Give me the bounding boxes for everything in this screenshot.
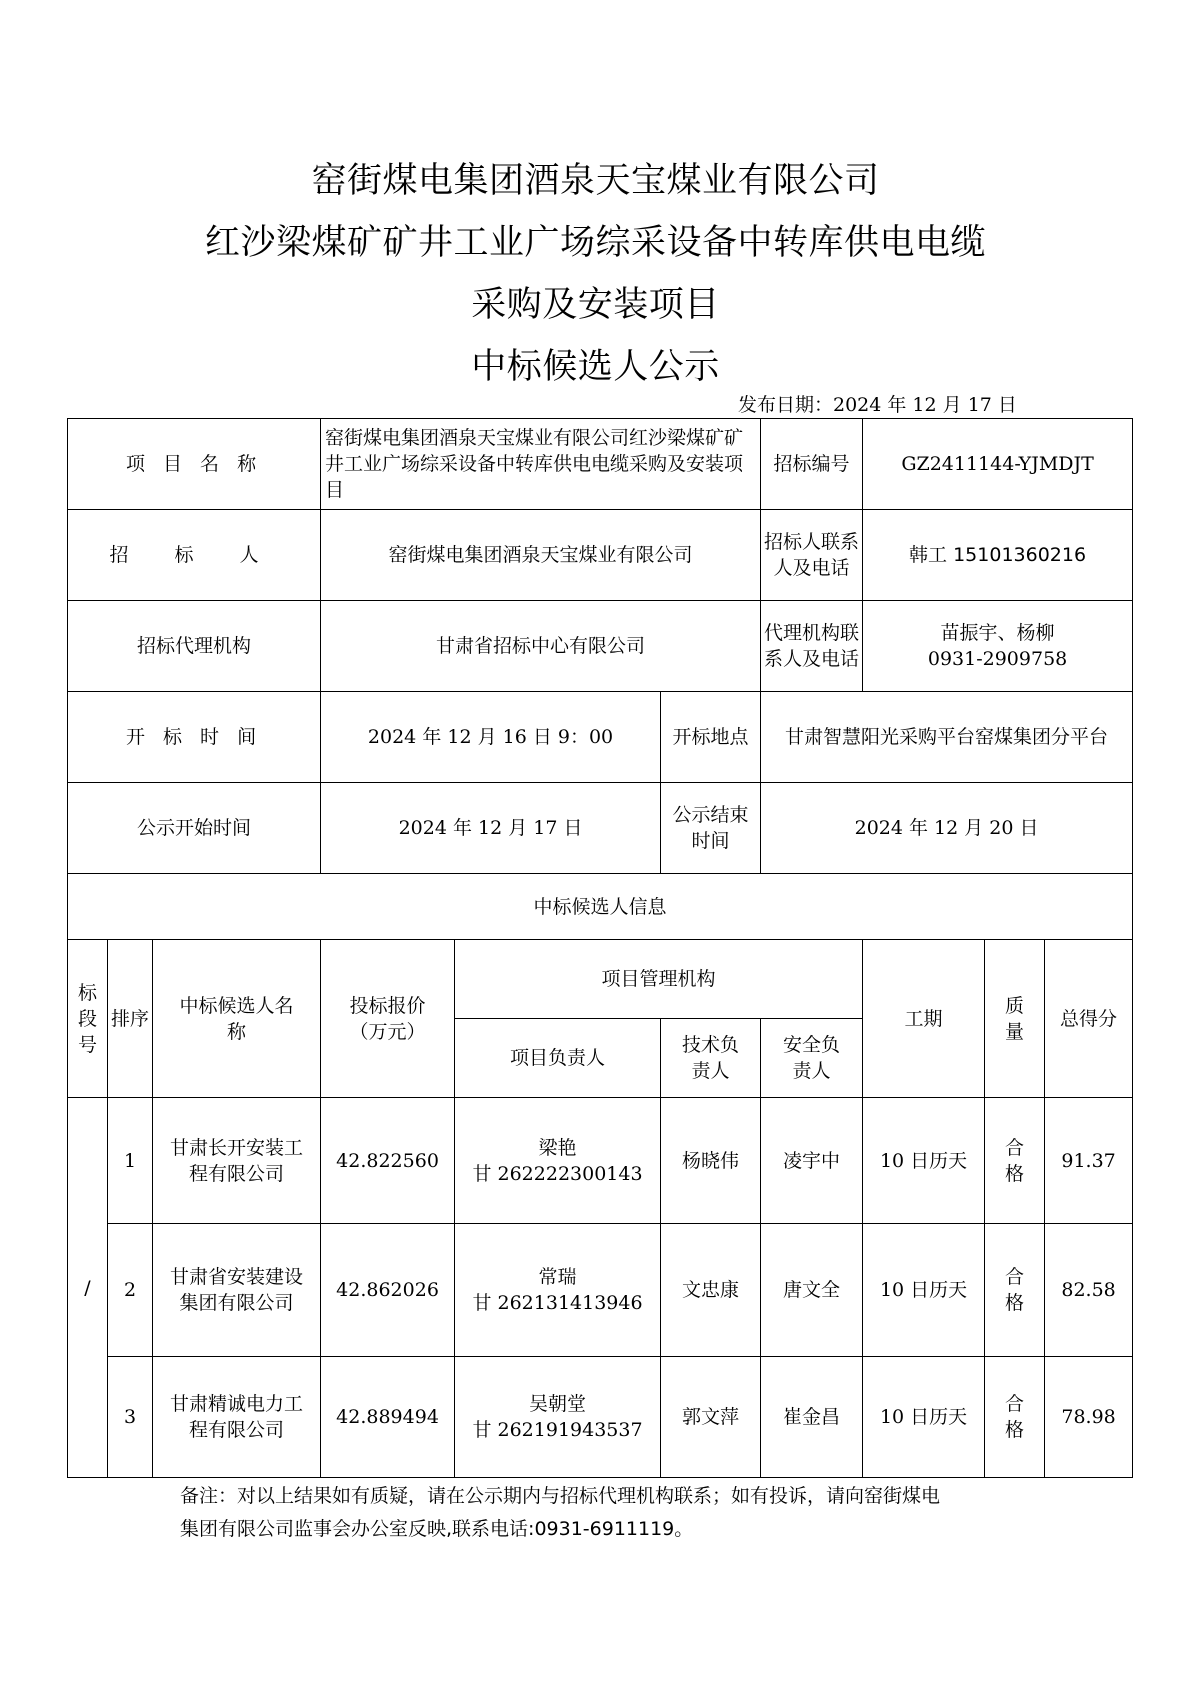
title-line-1: 窑街煤电集团酒泉天宝煤业有限公司 (311, 161, 880, 201)
publish-date: 发布日期：2024 年 12 月 17 日 (738, 394, 1017, 416)
open-place-value: 甘肃智慧阳光采购平台窑煤集团分平台 (761, 692, 1133, 783)
pm-cert: 甘 262131413946 (472, 1292, 643, 1314)
table-row (68, 1224, 1133, 1357)
candidates-section-title: 中标候选人信息 (68, 874, 1133, 940)
safety-cell: 凌宇中 (761, 1098, 863, 1224)
safety-cell: 崔金昌 (761, 1357, 863, 1478)
tech-cell: 杨晓伟 (661, 1098, 761, 1224)
header-tech: 技术负责人 (661, 1019, 761, 1098)
header-quality: 质量 (985, 940, 1045, 1098)
header-score: 总得分 (1045, 940, 1133, 1098)
tender-no-value: GZ2411144-YJMDJT (863, 419, 1133, 510)
agency-contact-label: 代理机构联系人及电话 (761, 601, 863, 692)
header-rank: 排序 (108, 940, 153, 1098)
header-period: 工期 (863, 940, 985, 1098)
safety-cell: 唐文全 (761, 1224, 863, 1357)
table-row (68, 1357, 1133, 1478)
agency-contact-phone: 0931-2909758 (927, 648, 1068, 670)
remarks (180, 1480, 1040, 1546)
price-cell: 42.862026 (321, 1224, 455, 1357)
tech-cell: 文忠康 (661, 1224, 761, 1357)
document-title (0, 150, 1191, 398)
title-line-3: 采购及安装项目 (471, 285, 720, 325)
title-line-4: 中标候选人公示 (471, 347, 720, 387)
pm-cert: 甘 262222300143 (472, 1162, 643, 1185)
row-section-title (68, 874, 1133, 940)
price-cell: 42.822560 (321, 1098, 455, 1224)
row-header-1 (68, 940, 1133, 1019)
title-line-2: 红沙梁煤矿矿井工业广场综采设备中转库供电电缆 (204, 223, 986, 263)
lot-value: / (68, 1098, 108, 1478)
rank-cell: 2 (108, 1224, 153, 1357)
pm-name: 梁艳 (538, 1136, 577, 1159)
row-project-name (68, 419, 1133, 510)
announcement-table (67, 418, 1133, 1478)
quality-cell: 合格 (985, 1098, 1045, 1224)
row-agency (68, 601, 1133, 692)
agency-contact-name: 苗振宇、杨柳 (940, 622, 1055, 644)
header-safety: 安全负责人 (761, 1019, 863, 1098)
header-mgmt: 项目管理机构 (455, 940, 863, 1019)
rank-cell: 3 (108, 1357, 153, 1478)
header-price: 投标报价（万元） (321, 940, 455, 1098)
tech-cell: 郭文萍 (661, 1357, 761, 1478)
tenderer-value: 窑街煤电集团酒泉天宝煤业有限公司 (321, 510, 761, 601)
open-time-value: 2024 年 12 月 16 日 9：00 (321, 692, 661, 783)
pm-cell (455, 1098, 661, 1224)
row-tenderer (68, 510, 1133, 601)
rank-cell: 1 (108, 1098, 153, 1224)
candidate-name: 甘肃长开安装工程有限公司 (153, 1098, 321, 1224)
remarks-line-2: 集团有限公司监事会办公室反映,联系电话:0931-6911119。 (180, 1518, 694, 1540)
open-time-label: 开 标 时 间 (68, 692, 321, 783)
project-name-value: 窑街煤电集团酒泉天宝煤业有限公司红沙梁煤矿矿井工业广场综采设备中转库供电电缆采购及安装项目 (321, 419, 761, 510)
tenderer-contact-label: 招标人联系人及电话 (761, 510, 863, 601)
notice-start-value: 2024 年 12 月 17 日 (321, 783, 661, 874)
pm-cert: 甘 262191943537 (472, 1419, 643, 1441)
header-lot: 标段号 (68, 940, 108, 1098)
header-pm: 项目负责人 (455, 1019, 661, 1098)
row-notice-period (68, 783, 1133, 874)
period-cell: 10 日历天 (863, 1098, 985, 1224)
agency-label: 招标代理机构 (68, 601, 321, 692)
notice-start-label: 公示开始时间 (68, 783, 321, 874)
row-opening (68, 692, 1133, 783)
tenderer-label: 招 标 人 (68, 510, 321, 601)
remarks-line-1: 备注：对以上结果如有质疑，请在公示期内与招标代理机构联系；如有投诉，请向窑街煤电 (180, 1485, 941, 1507)
pm-name: 常瑞 (538, 1266, 577, 1288)
tender-no-label: 招标编号 (761, 419, 863, 510)
period-cell: 10 日历天 (863, 1224, 985, 1357)
pm-name: 吴朝堂 (529, 1393, 587, 1415)
pm-cell (455, 1357, 661, 1478)
price-cell: 42.889494 (321, 1357, 455, 1478)
candidate-name: 甘肃省安装建设集团有限公司 (153, 1224, 321, 1357)
agency-contact-cell (863, 601, 1133, 692)
project-name-label: 项 目 名 称 (68, 419, 321, 510)
notice-end-value: 2024 年 12 月 20 日 (761, 783, 1133, 874)
pm-cell (455, 1224, 661, 1357)
tenderer-contact-value: 韩工 15101360216 (863, 510, 1133, 601)
period-cell: 10 日历天 (863, 1357, 985, 1478)
score-cell: 78.98 (1045, 1357, 1133, 1478)
score-cell: 82.58 (1045, 1224, 1133, 1357)
table-row (68, 1098, 1133, 1224)
header-name: 中标候选人名称 (153, 940, 321, 1098)
open-place-label: 开标地点 (661, 692, 761, 783)
candidate-name: 甘肃精诚电力工程有限公司 (153, 1357, 321, 1478)
notice-end-label: 公示结束时间 (661, 783, 761, 874)
quality-cell: 合格 (985, 1224, 1045, 1357)
score-cell: 91.37 (1045, 1098, 1133, 1224)
agency-value: 甘肃省招标中心有限公司 (321, 601, 761, 692)
quality-cell: 合格 (985, 1357, 1045, 1478)
